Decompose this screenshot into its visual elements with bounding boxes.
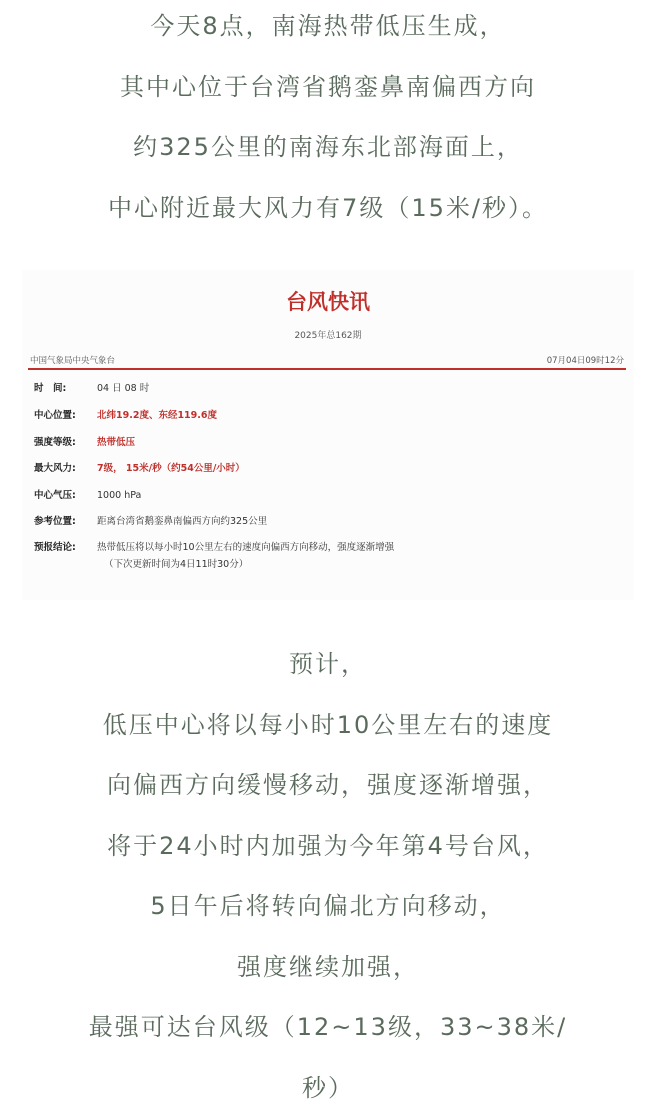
forecast-line-8: 秒） bbox=[0, 1058, 656, 1118]
row-key: 预报结论: bbox=[34, 539, 97, 553]
row-key: 中心气压: bbox=[34, 487, 97, 501]
intro-line-3: 约325公里的南海东北部海面上， bbox=[0, 117, 656, 178]
bulletin-row-center-position bbox=[34, 407, 217, 421]
forecast-line-6: 强度继续加强， bbox=[0, 937, 656, 998]
bulletin-issued-time: 07月04日09时12分 bbox=[547, 354, 624, 366]
bulletin-row-pressure bbox=[34, 487, 141, 501]
bulletin-row-reference-position bbox=[34, 513, 267, 527]
bulletin-divider bbox=[28, 368, 626, 370]
row-value: 1000 hPa bbox=[97, 490, 141, 501]
bulletin-row-intensity bbox=[34, 434, 135, 448]
row-key: 时 间: bbox=[34, 380, 97, 394]
row-value: 北纬19.2度、东经119.6度 bbox=[97, 410, 217, 421]
forecast-line-1: 预计， bbox=[0, 634, 656, 695]
forecast-line-7: 最强可达台风级（12~13级，33~38米/ bbox=[0, 997, 656, 1058]
intro-text bbox=[0, 0, 656, 238]
forecast-text bbox=[0, 634, 656, 1118]
forecast-line-2: 低压中心将以每小时10公里左右的速度 bbox=[0, 695, 656, 756]
row-value: 热带低压将以每小时10公里左右的速度向偏西方向移动，强度逐渐增强 bbox=[97, 542, 394, 553]
row-key: 最大风力: bbox=[34, 460, 97, 474]
bulletin-row-forecast-conclusion bbox=[34, 539, 394, 570]
bulletin-title: 台风快讯 bbox=[22, 286, 634, 316]
row-key: 中心位置: bbox=[34, 407, 97, 421]
intro-line-1: 今天8点，南海热带低压生成， bbox=[0, 0, 656, 57]
forecast-line-3: 向偏西方向缓慢移动，强度逐渐增强， bbox=[0, 755, 656, 816]
intro-line-2: 其中心位于台湾省鹅銮鼻南偏西方向 bbox=[0, 57, 656, 118]
row-key: 参考位置: bbox=[34, 513, 97, 527]
row-value: 热带低压 bbox=[97, 437, 135, 448]
row-value: 距离台湾省鹅銮鼻南偏西方向约325公里 bbox=[97, 516, 267, 527]
forecast-line-5: 5日午后将转向偏北方向移动， bbox=[0, 876, 656, 937]
row-value: 7级， 15米/秒（约54公里/小时） bbox=[97, 463, 245, 474]
bulletin-row-max-wind bbox=[34, 460, 245, 474]
bulletin-organization: 中国气象局中央气象台 bbox=[30, 354, 115, 366]
intro-line-4: 中心附近最大风力有7级（15米/秒）。 bbox=[0, 178, 656, 239]
bulletin-issue-number: 2025年总162期 bbox=[22, 328, 634, 341]
bulletin-row-time bbox=[34, 380, 149, 394]
typhoon-bulletin-image bbox=[22, 270, 634, 600]
row-key: 强度等级: bbox=[34, 434, 97, 448]
forecast-line-4: 将于24小时内加强为今年第4号台风， bbox=[0, 816, 656, 877]
row-value: 04 日 08 时 bbox=[97, 383, 149, 394]
next-update-note: （下次更新时间为4日11时30分） bbox=[104, 556, 394, 570]
